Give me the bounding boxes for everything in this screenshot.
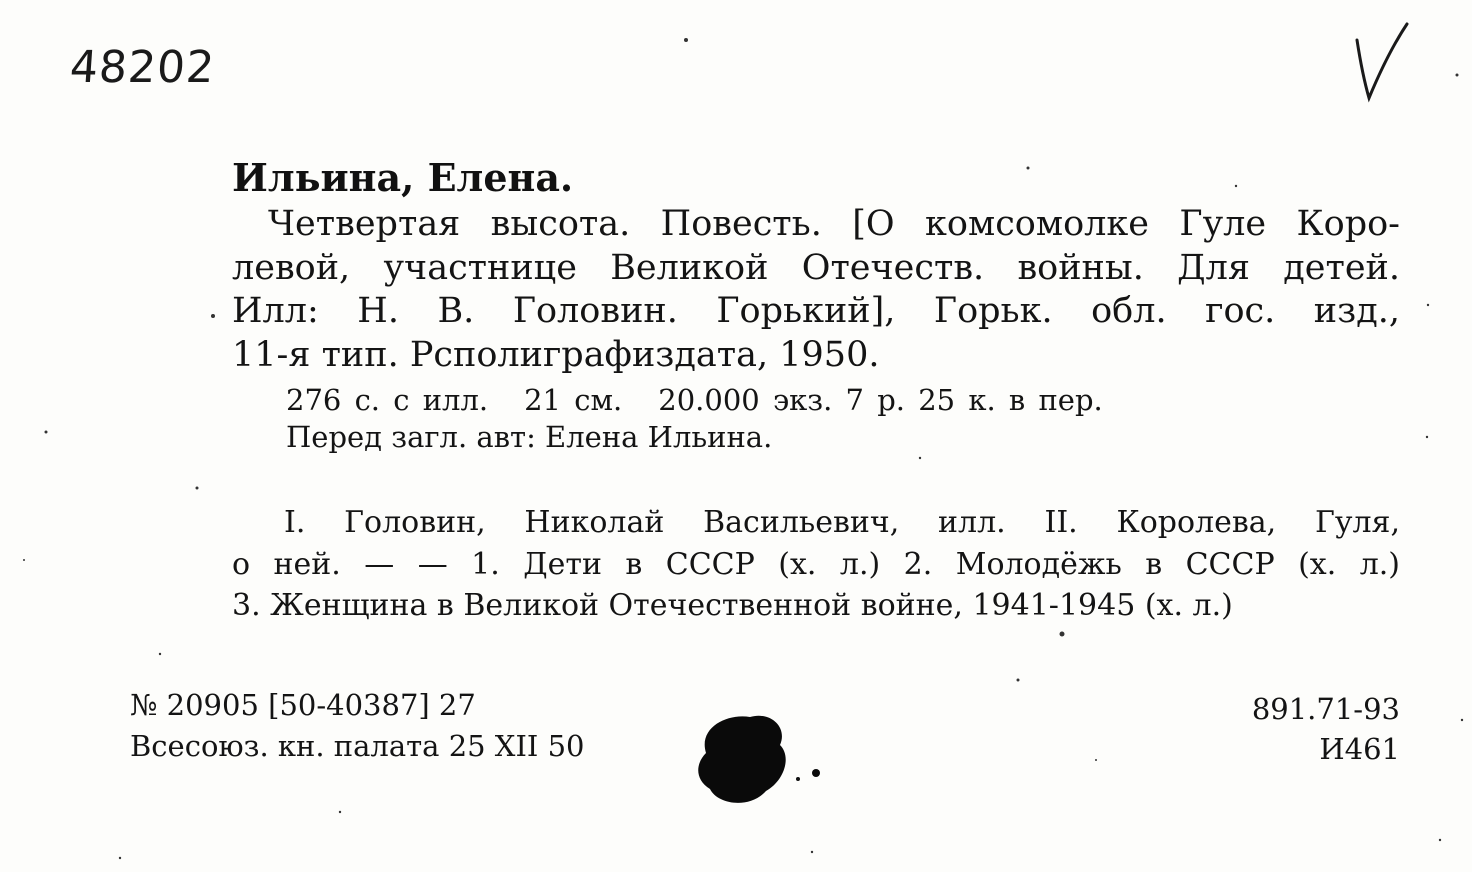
- author-mark: И461: [1319, 732, 1400, 766]
- check-mark-icon: [1345, 18, 1415, 108]
- collation-size: 21 см.: [524, 383, 623, 417]
- collation-print-run-price: 20.000 экз. 7 р. 25 к. в пер.: [658, 383, 1103, 417]
- handwritten-inventory-number: 48202: [68, 42, 217, 93]
- author-heading: Ильина, Елена.: [232, 155, 574, 200]
- ink-blot-icon: [688, 705, 828, 810]
- title-line: левой, участнице Великой Отечеств. войны. Для детей.: [232, 247, 1400, 288]
- tracing-line: о ней. — — 1. Дети в СССР (х. л.) 2. Молодёжь в СССР (х. л.): [232, 546, 1400, 582]
- title-line: 11-я тип. Рсполиграфиздата, 1950.: [232, 334, 880, 375]
- tracing-line: I. Головин, Николай Васильевич, илл. II. Королева, Гуля,: [284, 505, 1400, 540]
- collation-pages: 276 с. с илл.: [286, 383, 489, 417]
- title-line: Илл: Н. В. Головин. Горький], Горьк. обл. гос. изд.,: [232, 291, 1400, 331]
- author-note: Перед загл. авт: Елена Ильина.: [286, 420, 773, 454]
- title-line: Четвертая высота. Повесть. [О комсомолке Гуле Коро-: [268, 204, 1400, 244]
- registry-line: Всесоюз. кн. палата 25 XII 50: [130, 729, 585, 763]
- classification-number: 891.71-93: [1251, 692, 1400, 726]
- collation-line: [286, 383, 1103, 417]
- subject-tracings: [232, 502, 1400, 627]
- card-number: № 20905 [50-40387] 27: [130, 688, 476, 722]
- title-description: [232, 203, 1400, 377]
- tracing-line: 3. Женщина в Великой Отечественной войне, 1941-1945 (х. л.): [232, 588, 1233, 623]
